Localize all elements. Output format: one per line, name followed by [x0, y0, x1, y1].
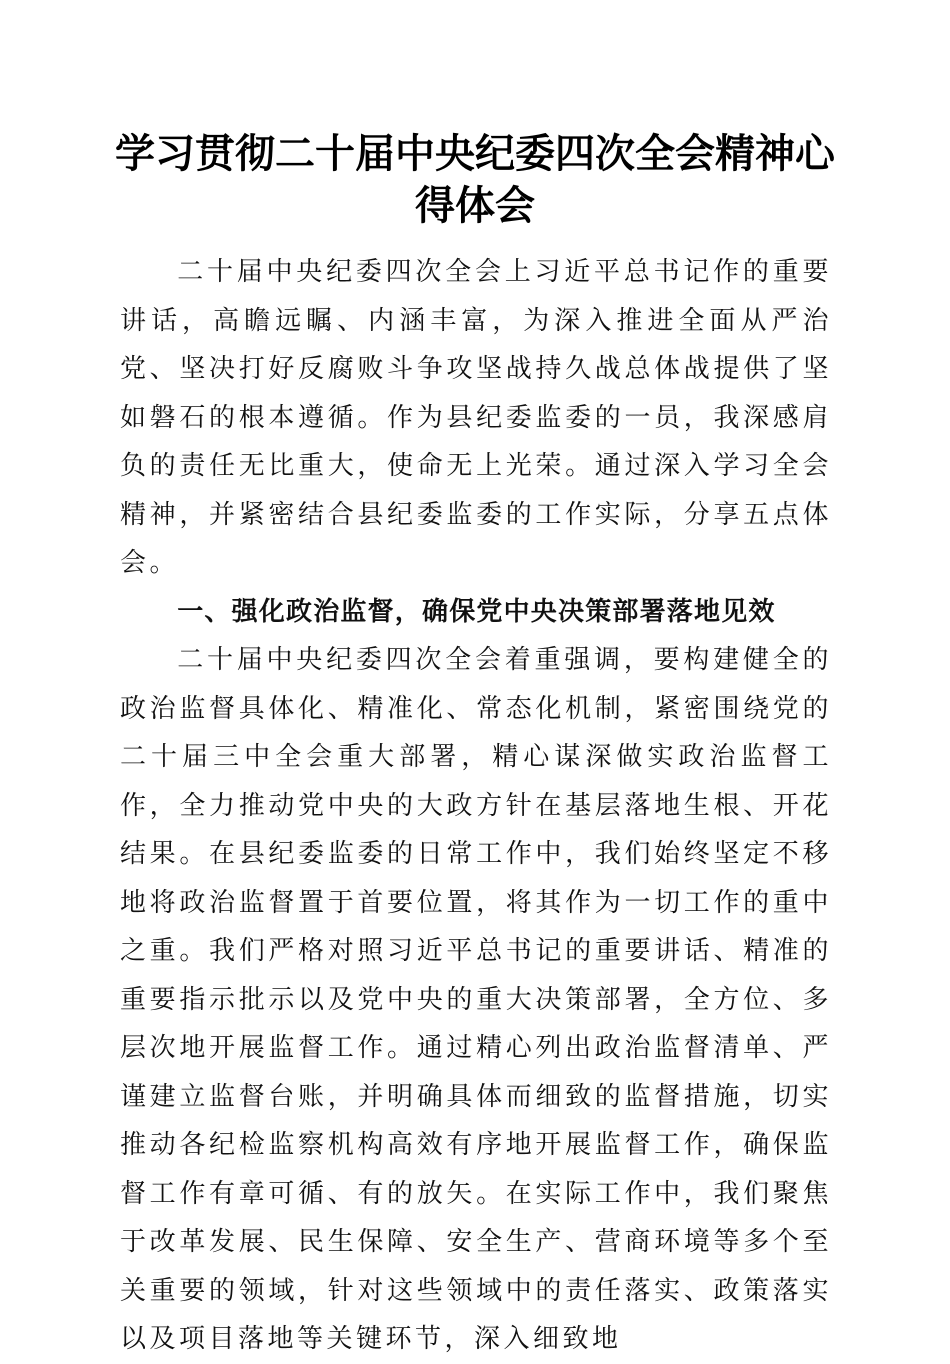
intro-paragraph: 二十届中央纪委四次全会上习近平总书记作的重要讲话，高瞻远瞩、内涵丰富，为深入推进全面从严治党、坚决打好反腐败斗争攻坚战持久战总体战提供了坚如磐石的根本遵循。作为县纪委监委的一员，我深感肩负的责任无比重大，使命无上光荣。通过深入学习全会精神，并紧密结合县纪委监委的工作实际，分享五点体会。	[120, 257, 832, 578]
section-paragraph-1: 二十届中央纪委四次全会着重强调，要构建健全的政治监督具体化、精准化、常态化机制，紧密围绕党的二十届三中全会重大部署，精心谋深做实政治监督工作，全力推动党中央的大政方针在基层落地生根、开花结果。在县纪委监委的日常工作中，我们始终坚定不移地将政治监督置于首要位置，将其作为一切工作的重中之重。我们严格对照习近平总书记的重要讲话、精准的重要指示批示以及党中央的重大决策部署，全方位、多层次地开展监督工作。通过精心列出政治监督清单、严谨建立监督台账，并明确具体而细致的监督措施，切实推动各纪检监察机构高效有序地开展监督工作，确保监督工作有章可循、有的放矢。在实际工作中，我们聚焦于改革发展、民生保障、安全生产、营商环境等多个至关重要的领域，针对这些领域中的责任落实、政策落实以及项目落地等关键环节，深入细致地	[120, 645, 832, 1354]
document-body	[120, 248, 832, 1364]
document-title: 学习贯彻二十届中央纪委四次全会精神心得体会	[115, 130, 835, 229]
section-heading-1: 一、强化政治监督，确保党中央决策部署落地见效	[177, 596, 776, 627]
